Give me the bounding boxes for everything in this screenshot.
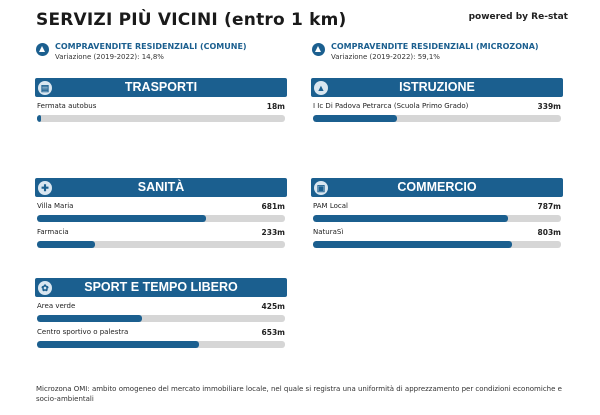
item-name: Villa Maria	[37, 202, 74, 210]
kpi-variation: Variazione (2019-2022): 14,8%	[55, 53, 164, 61]
distance-bar-fill	[313, 241, 512, 248]
page-title: SERVIZI PIÙ VICINI (entro 1 km)	[36, 10, 347, 30]
kpi-variation: Variazione (2019-2022): 59,1%	[331, 53, 440, 61]
cart-icon: ▣	[314, 181, 328, 195]
item-distance: 681m	[261, 202, 285, 211]
item-name: PAM Local	[313, 202, 348, 210]
kpi-label: COMPRAVENDITE RESIDENZIALI (MICROZONA)	[331, 42, 539, 51]
item-name: Centro sportivo o palestra	[37, 328, 129, 336]
distance-bar-fill	[313, 215, 508, 222]
item-name: Area verde	[37, 302, 76, 310]
item-name: Farmacia	[37, 228, 69, 236]
card-header	[35, 178, 287, 197]
card-header	[35, 78, 287, 97]
leaf-icon: ✿	[38, 281, 52, 295]
card-commercio	[311, 178, 563, 249]
distance-bar-fill	[37, 215, 206, 222]
list-item	[311, 102, 563, 123]
list-item	[311, 202, 563, 223]
distance-bar	[37, 241, 285, 248]
item-distance: 339m	[537, 102, 561, 111]
medical-icon: ✚	[38, 181, 52, 195]
card-sanita	[35, 178, 287, 249]
distance-bar	[313, 215, 561, 222]
kpi-label: COMPRAVENDITE RESIDENZIALI (COMUNE)	[55, 42, 247, 51]
distance-bar-fill	[37, 315, 142, 322]
card-title: COMMERCIO	[397, 180, 477, 194]
item-distance: 18m	[266, 102, 285, 111]
kpi-comune	[36, 42, 247, 62]
card-header	[35, 278, 287, 297]
item-distance: 425m	[261, 302, 285, 311]
distance-bar	[313, 241, 561, 248]
distance-bar-fill	[37, 241, 95, 248]
distance-bar-fill	[313, 115, 397, 122]
item-distance: 233m	[261, 228, 285, 237]
distance-bar	[37, 341, 285, 348]
list-item	[35, 102, 287, 123]
powered-by-label: powered by Re-stat	[468, 12, 568, 22]
card-sport	[35, 278, 287, 349]
bus-icon: ▤	[38, 81, 52, 95]
triangle-up-icon	[36, 43, 49, 56]
distance-bar	[37, 315, 285, 322]
card-title: ISTRUZIONE	[399, 80, 475, 94]
triangle-up-icon	[312, 43, 325, 56]
item-distance: 803m	[537, 228, 561, 237]
kpi-microzona	[312, 42, 539, 62]
item-name: Fermata autobus	[37, 102, 97, 110]
list-item	[35, 228, 287, 249]
distance-bar	[37, 215, 285, 222]
item-name: I Ic Di Padova Petrarca (Scuola Primo Grado)	[313, 102, 469, 110]
item-name: NaturaSì	[313, 228, 344, 236]
list-item	[35, 202, 287, 223]
list-item	[35, 302, 287, 323]
card-title: SPORT E TEMPO LIBERO	[84, 280, 238, 294]
distance-bar	[313, 115, 561, 122]
item-distance: 787m	[537, 202, 561, 211]
distance-bar	[37, 115, 285, 122]
card-title: TRASPORTI	[124, 80, 198, 94]
school-icon: ▲	[314, 81, 328, 95]
card-header	[311, 78, 563, 97]
distance-bar-fill	[37, 341, 199, 348]
card-title: SANITÀ	[137, 180, 185, 194]
list-item	[35, 328, 287, 349]
item-distance: 653m	[261, 328, 285, 337]
list-item	[311, 228, 563, 249]
card-trasporti	[35, 78, 287, 123]
card-header	[311, 178, 563, 197]
distance-bar-fill	[37, 115, 41, 122]
card-istruzione	[311, 78, 563, 123]
footnote: Microzona OMI: ambito omogeneo del mercato immobiliare locale, nel quale si registra una uniformità di apprezzamento per condizioni economiche e socio-ambientali	[36, 385, 562, 403]
